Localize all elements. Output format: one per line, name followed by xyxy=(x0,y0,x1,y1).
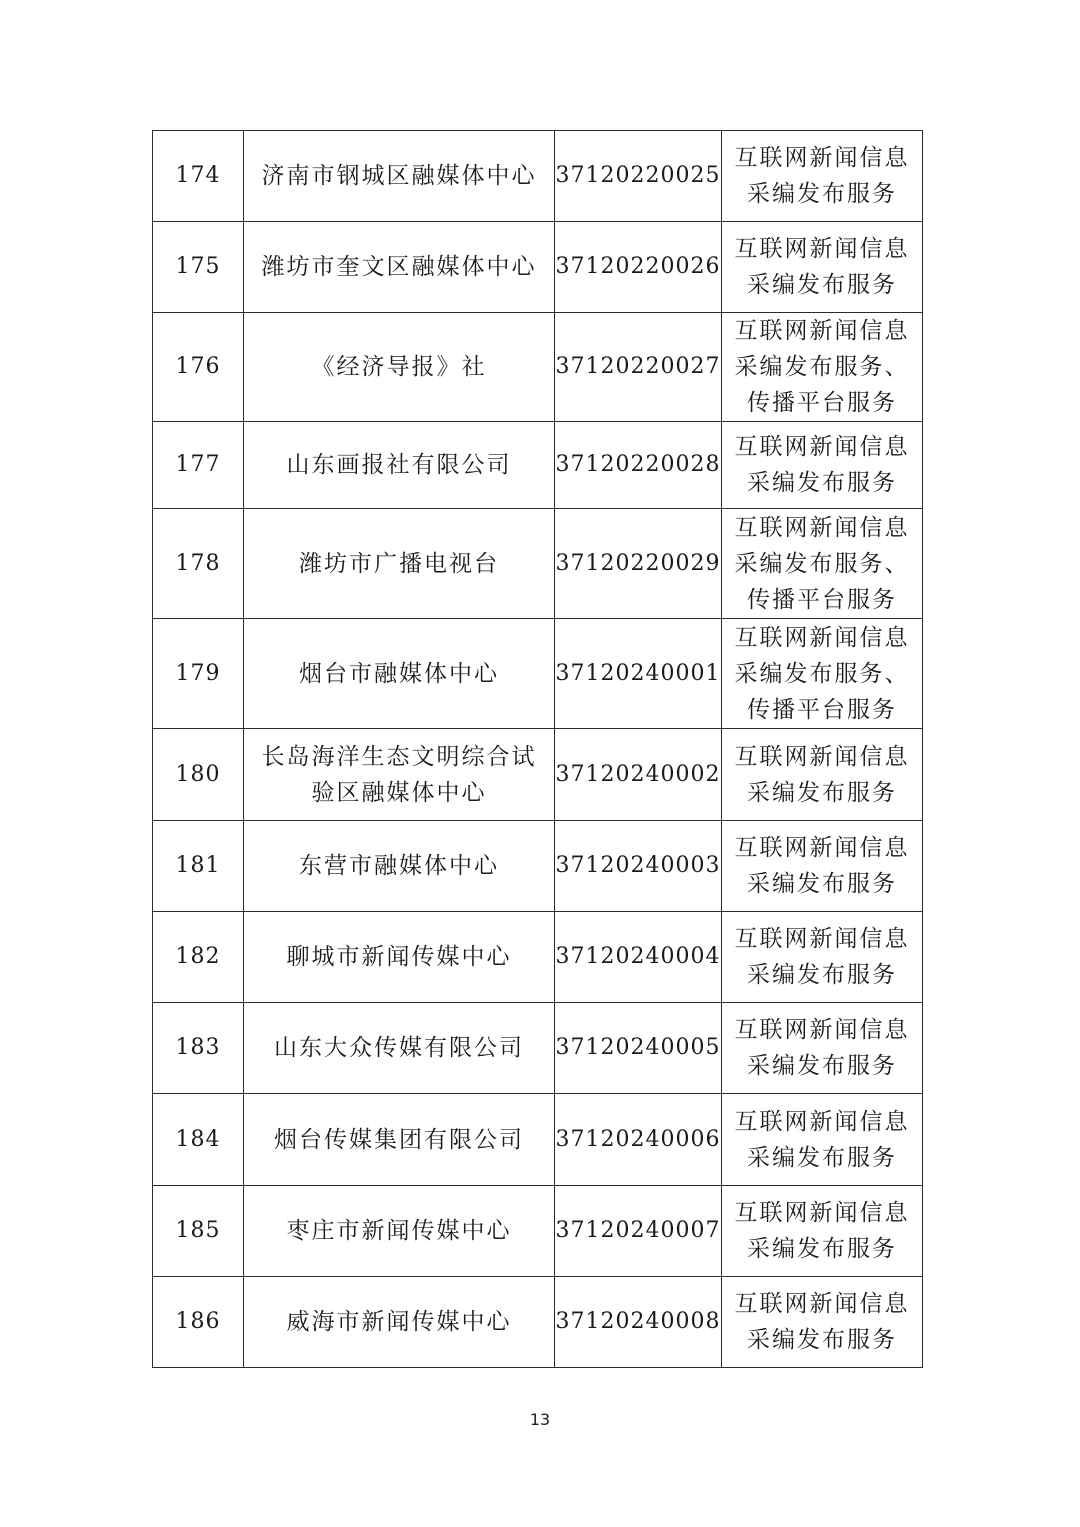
service-type: 互联网新闻信息采编发布服务 xyxy=(722,821,923,912)
row-number: 179 xyxy=(153,619,244,729)
service-type: 互联网新闻信息采编发布服务 xyxy=(722,1186,923,1277)
row-number: 178 xyxy=(153,509,244,619)
service-type: 互联网新闻信息采编发布服务 xyxy=(722,1094,923,1186)
license-code: 37120240004 xyxy=(555,912,722,1003)
table-row xyxy=(153,1186,923,1277)
row-number: 180 xyxy=(153,729,244,821)
table-row xyxy=(153,222,923,313)
row-number: 186 xyxy=(153,1277,244,1368)
service-type: 互联网新闻信息采编发布服务 xyxy=(722,222,923,313)
table-row xyxy=(153,422,923,509)
table-row xyxy=(153,509,923,619)
organization-name: 烟台市融媒体中心 xyxy=(244,619,555,729)
license-code: 37120220026 xyxy=(555,222,722,313)
service-type: 互联网新闻信息采编发布服务 xyxy=(722,131,923,222)
service-type: 互联网新闻信息采编发布服务 xyxy=(722,422,923,509)
table-row xyxy=(153,912,923,1003)
row-number: 184 xyxy=(153,1094,244,1186)
organization-name: 济南市钢城区融媒体中心 xyxy=(244,131,555,222)
license-code: 37120240003 xyxy=(555,821,722,912)
table-row xyxy=(153,313,923,422)
organization-name: 聊城市新闻传媒中心 xyxy=(244,912,555,1003)
table-row xyxy=(153,729,923,821)
table-row xyxy=(153,1277,923,1368)
row-number: 185 xyxy=(153,1186,244,1277)
table-row xyxy=(153,1094,923,1186)
service-type: 互联网新闻信息采编发布服务、传播平台服务 xyxy=(722,509,923,619)
row-number: 174 xyxy=(153,131,244,222)
license-code: 37120220029 xyxy=(555,509,722,619)
license-code: 37120220028 xyxy=(555,422,722,509)
organization-name: 山东画报社有限公司 xyxy=(244,422,555,509)
row-number: 183 xyxy=(153,1003,244,1094)
license-code: 37120220025 xyxy=(555,131,722,222)
service-type: 互联网新闻信息采编发布服务 xyxy=(722,912,923,1003)
service-type: 互联网新闻信息采编发布服务 xyxy=(722,1003,923,1094)
license-code: 37120240008 xyxy=(555,1277,722,1368)
license-code: 37120240002 xyxy=(555,729,722,821)
page-number: 13 xyxy=(529,1410,551,1429)
organization-name: 潍坊市奎文区融媒体中心 xyxy=(244,222,555,313)
organization-name: 长岛海洋生态文明综合试验区融媒体中心 xyxy=(244,729,555,821)
table-row xyxy=(153,131,923,222)
row-number: 177 xyxy=(153,422,244,509)
organization-name: 枣庄市新闻传媒中心 xyxy=(244,1186,555,1277)
table-row xyxy=(153,821,923,912)
service-type: 互联网新闻信息采编发布服务、传播平台服务 xyxy=(722,313,923,422)
row-number: 182 xyxy=(153,912,244,1003)
row-number: 176 xyxy=(153,313,244,422)
license-code: 37120240005 xyxy=(555,1003,722,1094)
table-row xyxy=(153,619,923,729)
row-number: 175 xyxy=(153,222,244,313)
service-type: 互联网新闻信息采编发布服务 xyxy=(722,1277,923,1368)
organization-name: 烟台传媒集团有限公司 xyxy=(244,1094,555,1186)
organization-name: 威海市新闻传媒中心 xyxy=(244,1277,555,1368)
service-type: 互联网新闻信息采编发布服务 xyxy=(722,729,923,821)
license-code: 37120220027 xyxy=(555,313,722,422)
license-code: 37120240001 xyxy=(555,619,722,729)
organization-name: 东营市融媒体中心 xyxy=(244,821,555,912)
organization-name: 潍坊市广播电视台 xyxy=(244,509,555,619)
license-table xyxy=(152,130,923,1368)
service-type: 互联网新闻信息采编发布服务、传播平台服务 xyxy=(722,619,923,729)
license-code: 37120240006 xyxy=(555,1094,722,1186)
organization-name: 山东大众传媒有限公司 xyxy=(244,1003,555,1094)
table-row xyxy=(153,1003,923,1094)
organization-name: 《经济导报》社 xyxy=(244,313,555,422)
row-number: 181 xyxy=(153,821,244,912)
license-code: 37120240007 xyxy=(555,1186,722,1277)
